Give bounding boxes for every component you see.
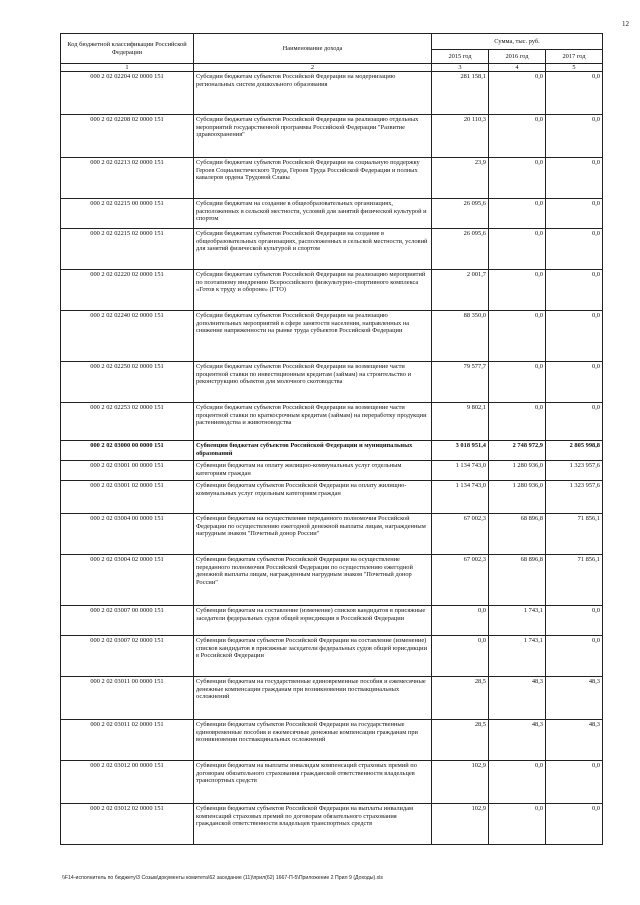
index-col-5: 5 (546, 64, 603, 72)
row-name: Субсидии бюджетам субъектов Российской Федерации на модернизацию региональных систем дошкольного образования (194, 72, 432, 115)
row-code: 000 2 02 02215 02 0000 151 (61, 229, 194, 270)
row-name: Субсидии бюджетам субъектов Российской Федерации на социальную поддержку Героев Социалистического Труда, Героев Труда Российской Федерации и полных кавалеров ордена Трудовой Славы (194, 158, 432, 199)
index-col-4: 4 (489, 64, 546, 72)
row-code: 000 2 02 03001 00 0000 151 (61, 461, 194, 481)
row-value-2017: 0,0 (546, 158, 603, 199)
row-value-2015: 67 002,3 (432, 555, 489, 606)
table-row (61, 403, 603, 441)
row-code: 000 2 02 03011 02 0000 151 (61, 720, 194, 761)
row-value-2017: 0,0 (546, 606, 603, 636)
table-row (61, 362, 603, 403)
row-value-2016: 1 280 936,0 (489, 481, 546, 514)
row-value-2015: 102,9 (432, 804, 489, 845)
row-value-2015: 2 001,7 (432, 270, 489, 311)
row-value-2017: 0,0 (546, 270, 603, 311)
row-value-2015: 0,0 (432, 636, 489, 677)
header-code: Код бюджетной классификации Российской Федерации (61, 34, 194, 64)
row-name: Субвенции бюджетам на осуществление переданного полномочия Российской Федерации по осуществлению ежегодной денежной выплаты лицам, награжденным нагрудным знаком "Почетный донор России" (194, 514, 432, 555)
table-row (61, 72, 603, 115)
row-value-2016: 1 743,1 (489, 636, 546, 677)
row-value-2017: 48,3 (546, 677, 603, 720)
table-row (61, 636, 603, 677)
page-number: 12 (622, 20, 629, 28)
table-row (61, 158, 603, 199)
row-value-2016: 0,0 (489, 72, 546, 115)
row-code: 000 2 02 03004 00 0000 151 (61, 514, 194, 555)
table-row (61, 270, 603, 311)
row-code: 000 2 02 02215 00 0000 151 (61, 199, 194, 229)
row-code: 000 2 02 02250 02 0000 151 (61, 362, 194, 403)
row-value-2015: 26 095,6 (432, 199, 489, 229)
row-value-2015: 26 095,6 (432, 229, 489, 270)
row-code: 000 2 02 02208 02 0000 151 (61, 115, 194, 158)
row-value-2017: 0,0 (546, 229, 603, 270)
index-col-1: 1 (61, 64, 194, 72)
table-row (61, 441, 603, 461)
index-col-3: 3 (432, 64, 489, 72)
row-name: Субвенции бюджетам на государственные единовременные пособия и ежемесячные денежные компенсации гражданам при возникновении поствакцинальных осложнений (194, 677, 432, 720)
row-value-2016: 0,0 (489, 804, 546, 845)
row-name: Субсидии бюджетам субъектов Российской Федерации на реализацию мероприятий по поэтапному внедрению Всероссийского физкультурно-спортивного комплекса «Готов к труду и обороне» (ГТО) (194, 270, 432, 311)
row-name: Субвенции бюджетам на выплаты инвалидам компенсаций страховых премий по договорам обязательного страхования гражданской ответственности владельцев транспортных средств (194, 761, 432, 804)
row-value-2016: 0,0 (489, 115, 546, 158)
row-value-2017: 1 323 957,6 (546, 481, 603, 514)
index-col-2: 2 (194, 64, 432, 72)
row-name: Субвенции бюджетам субъектов Российской Федерации на составление (изменение) списков кандидатов в присяжные заседатели федеральных судов общей юрисдикции в Российской Федерации (194, 636, 432, 677)
table-row (61, 229, 603, 270)
row-code: 000 2 02 03011 00 0000 151 (61, 677, 194, 720)
row-value-2017: 0,0 (546, 761, 603, 804)
row-value-2017: 0,0 (546, 311, 603, 362)
row-value-2017: 0,0 (546, 804, 603, 845)
row-value-2016: 0,0 (489, 362, 546, 403)
row-value-2017: 48,3 (546, 720, 603, 761)
row-value-2016: 0,0 (489, 199, 546, 229)
row-name: Субвенции бюджетам субъектов Российской Федерации на государственные единовременные пособия и ежемесячные денежные компенсации гражданам при возникновении поствакцинальных осложнений (194, 720, 432, 761)
row-value-2015: 88 350,0 (432, 311, 489, 362)
row-value-2016: 68 896,8 (489, 555, 546, 606)
row-code: 000 2 02 02204 02 0000 151 (61, 72, 194, 115)
row-value-2016: 0,0 (489, 761, 546, 804)
row-code: 000 2 02 03007 00 0000 151 (61, 606, 194, 636)
row-code: 000 2 02 03001 02 0000 151 (61, 481, 194, 514)
row-code: 000 2 02 03012 02 0000 151 (61, 804, 194, 845)
row-value-2016: 0,0 (489, 229, 546, 270)
row-value-2017: 0,0 (546, 636, 603, 677)
row-value-2017: 1 323 957,6 (546, 461, 603, 481)
row-value-2017: 0,0 (546, 72, 603, 115)
row-value-2016: 1 280 936,0 (489, 461, 546, 481)
row-code: 000 2 02 03004 02 0000 151 (61, 555, 194, 606)
table-row (61, 720, 603, 761)
table-row (61, 115, 603, 158)
row-value-2016: 0,0 (489, 311, 546, 362)
row-value-2015: 1 134 743,0 (432, 481, 489, 514)
table-row (61, 804, 603, 845)
row-value-2017: 2 805 998,8 (546, 441, 603, 461)
row-value-2016: 0,0 (489, 270, 546, 311)
row-value-2015: 9 802,1 (432, 403, 489, 441)
table-row (61, 606, 603, 636)
row-name: Субсидии бюджетам субъектов Российской Федерации на возмещение части процентной ставки по инвестиционным кредитам (займам) на строительство и реконструкцию объектов для молочного скотоводства (194, 362, 432, 403)
row-value-2015: 67 002,3 (432, 514, 489, 555)
row-value-2017: 0,0 (546, 403, 603, 441)
header-year-2017: 2017 год (546, 50, 603, 64)
header-year-2016: 2016 год (489, 50, 546, 64)
row-name: Субсидии бюджетам субъектов Российской Федерации на возмещение части процентной ставки по краткосрочным кредитам (займам) на переработку продукции растениеводства и животноводства (194, 403, 432, 441)
row-value-2015: 0,0 (432, 606, 489, 636)
row-value-2017: 0,0 (546, 362, 603, 403)
row-name: Субвенции бюджетам субъектов Российской Федерации и муниципальных образований (194, 441, 432, 461)
row-value-2017: 0,0 (546, 115, 603, 158)
table-row (61, 311, 603, 362)
row-name: Субвенции бюджетам на составление (изменение) списков кандидатов в присяжные заседатели федеральных судов общей юрисдикции в Российской Федерации (194, 606, 432, 636)
row-name: Субвенции бюджетам на оплату жилищно-коммунальных услуг отдельным категориям граждан (194, 461, 432, 481)
row-value-2016: 1 743,1 (489, 606, 546, 636)
row-value-2016: 0,0 (489, 158, 546, 199)
row-value-2016: 68 896,8 (489, 514, 546, 555)
row-name: Субсидии бюджетам субъектов Российской Федерации на создание в общеобразовательных организациях, расположенных в сельской местности, условий для занятий физической культурой и спортом (194, 229, 432, 270)
row-value-2017: 0,0 (546, 199, 603, 229)
row-name: Субсидии бюджетам на создание в общеобразовательных организациях, расположенных в сельской местности, условий для занятий физической культурой и спортом (194, 199, 432, 229)
row-code: 000 2 02 02240 02 0000 151 (61, 311, 194, 362)
row-value-2016: 2 748 972,9 (489, 441, 546, 461)
row-code: 000 2 02 02220 02 0000 151 (61, 270, 194, 311)
row-name: Субсидии бюджетам субъектов Российской Федерации на реализацию дополнительных мероприятий в сфере занятости населения, направленных на снижение напряженности на рынке труда субъектов Российской Федерации (194, 311, 432, 362)
row-code: 000 2 02 03000 00 0000 151 (61, 441, 194, 461)
row-name: Субвенции бюджетам субъектов Российской Федерации на выплаты инвалидам компенсаций страховых премий по договорам обязательного страхования гражданской ответственности владельцев транспортных средств (194, 804, 432, 845)
table-row (61, 461, 603, 481)
row-value-2015: 79 577,7 (432, 362, 489, 403)
row-code: 000 2 02 02213 02 0000 151 (61, 158, 194, 199)
table-row (61, 555, 603, 606)
row-code: 000 2 02 03007 02 0000 151 (61, 636, 194, 677)
header-year-2015: 2015 год (432, 50, 489, 64)
row-value-2015: 28,5 (432, 720, 489, 761)
table-row (61, 677, 603, 720)
row-name: Субвенции бюджетам субъектов Российской Федерации на оплату жилищно-коммунальных услуг отдельным категориям граждан (194, 481, 432, 514)
table-row (61, 199, 603, 229)
header-name: Наименование дохода (194, 34, 432, 64)
table-row (61, 481, 603, 514)
header-sum: Сумма, тыс. руб. (432, 34, 603, 50)
row-value-2015: 28,5 (432, 677, 489, 720)
row-value-2015: 3 018 951,4 (432, 441, 489, 461)
row-value-2015: 23,9 (432, 158, 489, 199)
table-row (61, 514, 603, 555)
row-value-2015: 281 158,1 (432, 72, 489, 115)
row-code: 000 2 02 03012 00 0000 151 (61, 761, 194, 804)
row-value-2017: 71 856,1 (546, 555, 603, 606)
row-name: Субвенции бюджетам субъектов Российской Федерации на осуществление переданного полномочия Российской Федерации по осуществлению ежегодной денежной выплаты лицам, награжденным нагрудным знаком "Почетный донор России" (194, 555, 432, 606)
revenue-table (60, 33, 603, 845)
table-row (61, 761, 603, 804)
row-value-2016: 48,3 (489, 677, 546, 720)
row-name: Субсидии бюджетам субъектов Российской Федерации на реализацию отдельных мероприятий государственной программы Российской Федерации "Развитие здравоохранения" (194, 115, 432, 158)
row-value-2016: 48,3 (489, 720, 546, 761)
row-value-2016: 0,0 (489, 403, 546, 441)
row-value-2015: 102,9 (432, 761, 489, 804)
row-value-2015: 1 134 743,0 (432, 461, 489, 481)
row-code: 000 2 02 02253 02 0000 151 (61, 403, 194, 441)
row-value-2015: 20 110,3 (432, 115, 489, 158)
row-value-2017: 71 856,1 (546, 514, 603, 555)
file-path-footer: \\F14-исполнитель по бюджету\3 Созыв\документы комитета\62 заседание (11)\прил(62) 1667-П-5\Приложение 2 Прил 9 (Доходы).xls (62, 875, 384, 881)
